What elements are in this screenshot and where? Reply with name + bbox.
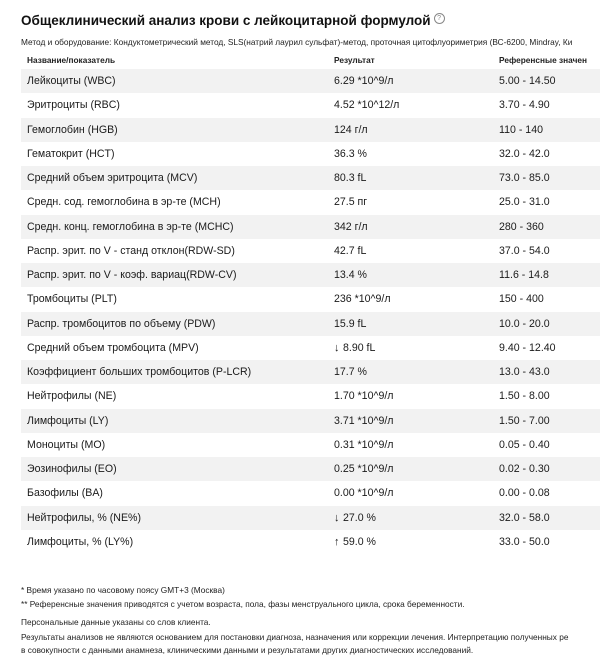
test-name: Средний объем эритроцита (MCV) <box>27 172 198 184</box>
result-value: 236 *10^9/л <box>334 293 391 306</box>
table-row <box>21 409 600 433</box>
table-row <box>21 93 600 117</box>
test-result <box>334 245 366 257</box>
test-name: Средн. конц. гемоглобина в эр-те (MCHC) <box>27 220 234 233</box>
table-row <box>21 69 600 93</box>
title-text: Общеклинический анализ крови с лейкоцитарной формулой <box>21 13 431 28</box>
reference-range: 5.00 - 14.50 <box>499 75 556 87</box>
reference-range: 37.0 - 54.0 <box>499 244 550 257</box>
reference-range: 0.00 - 0.08 <box>499 487 550 500</box>
test-result <box>334 415 393 427</box>
reference-range: 9.40 - 12.40 <box>499 341 556 354</box>
result-value: 4.52 *10^12/л <box>334 99 400 112</box>
table-body <box>21 69 600 554</box>
disclaimer-note: Результаты анализов не являются основанием для постановки диагноза, назначения или коррекции лечения. Интерпретацию полученных ре <box>21 632 569 642</box>
column-header-result: Результат <box>334 55 375 65</box>
result-value: 8.90 fL <box>343 341 376 354</box>
test-result <box>334 463 393 475</box>
disclaimer-note-continued: в совокупности с данными анамнеза, клиническими данными и результатами других диагностических исследований. <box>21 645 474 655</box>
reference-range: 13.0 - 43.0 <box>499 366 550 378</box>
test-name: Гематокрит (HCT) <box>27 147 115 160</box>
reference-range: 25.0 - 31.0 <box>499 196 550 209</box>
result-value: 42.7 fL <box>334 244 367 257</box>
test-result <box>334 196 367 208</box>
result-value: 0.00 *10^9/л <box>334 487 394 500</box>
reference-range: 0.02 - 0.30 <box>499 463 550 475</box>
result-value: 13.4 % <box>334 269 367 281</box>
table-header <box>21 51 600 69</box>
test-name: Моноциты (MO) <box>27 438 106 451</box>
timezone-note: * Время указано по часовому поясу GMT+3 (Москва) <box>21 585 225 595</box>
test-name: Лимфоциты (LY) <box>27 414 109 427</box>
page-title <box>21 13 445 28</box>
table-row <box>21 433 600 457</box>
reference-range: 150 - 400 <box>499 293 544 306</box>
test-result <box>334 439 393 451</box>
result-value: 17.7 % <box>334 366 367 378</box>
result-value: 0.25 *10^9/л <box>334 463 394 475</box>
reference-range: 3.70 - 4.90 <box>499 99 550 112</box>
table-row <box>21 384 600 408</box>
reference-range: 280 - 360 <box>499 220 544 233</box>
reference-range: 33.0 - 50.0 <box>499 535 550 548</box>
test-result <box>334 318 366 330</box>
test-name: Средн. сод. гемоглобина в эр-те (MCH) <box>27 196 221 209</box>
result-value: 27.5 пг <box>334 196 368 209</box>
table-row <box>21 336 600 360</box>
test-name: Средний объем тромбоцита (MPV) <box>27 341 199 354</box>
test-name: Лимфоциты, % (LY%) <box>27 535 134 548</box>
arrow-up-icon: ↑ <box>334 535 340 548</box>
table-row <box>21 239 600 263</box>
reference-range: 32.0 - 42.0 <box>499 147 550 160</box>
result-value: 342 г/л <box>334 220 368 233</box>
table-row <box>21 142 600 166</box>
reference-range: 0.05 - 0.40 <box>499 438 550 451</box>
reference-range: 110 - 140 <box>499 123 543 136</box>
test-result <box>334 221 368 233</box>
table-row <box>21 166 600 190</box>
test-name: Распр. эрит. по V - коэф. вариац(RDW-CV) <box>27 269 237 281</box>
reference-range: 1.50 - 7.00 <box>499 414 550 427</box>
test-result <box>334 269 367 281</box>
test-result <box>334 512 376 524</box>
test-name: Тромбоциты (PLT) <box>27 293 117 306</box>
result-value: 15.9 fL <box>334 317 367 330</box>
table-row <box>21 190 600 214</box>
table-row <box>21 312 600 336</box>
result-value: 1.70 *10^9/л <box>334 390 394 403</box>
results-table <box>21 51 600 554</box>
reference-note: ** Референсные значения приводятся с учетом возраста, пола, фазы менструального цикла, срока беременности. <box>21 599 465 609</box>
test-name: Эритроциты (RBC) <box>27 99 120 112</box>
test-result <box>334 487 393 499</box>
test-result <box>334 172 366 184</box>
table-row <box>21 263 600 287</box>
result-value: 6.29 *10^9/л <box>334 75 394 87</box>
table-row <box>21 215 600 239</box>
test-result <box>334 536 376 548</box>
help-icon[interactable]: ? <box>434 13 445 24</box>
table-row <box>21 360 600 384</box>
reference-range: 11.6 - 14.8 <box>499 269 549 281</box>
column-header-name: Название/показатель <box>27 55 116 65</box>
arrow-down-icon: ↓ <box>334 511 340 524</box>
personal-data-note: Персональные данные указаны со слов клиента. <box>21 617 211 627</box>
result-value: 80.3 fL <box>334 172 367 184</box>
method-description: Метод и оборудование: Кондуктометрический метод, SLS(натрий лаурил сульфат)-метод, проточная цитофлуориметрия (ВС-6200, Mindray, Ки <box>21 37 573 47</box>
test-name: Распр. эрит. по V - станд отклон(RDW-SD) <box>27 244 235 257</box>
arrow-down-icon: ↓ <box>334 341 340 354</box>
test-name: Базофилы (BA) <box>27 487 103 500</box>
table-row <box>21 506 600 530</box>
table-row <box>21 481 600 505</box>
result-value: 36.3 % <box>334 147 367 160</box>
result-value: 3.71 *10^9/л <box>334 414 394 427</box>
test-result <box>334 75 393 87</box>
test-result <box>334 124 368 136</box>
table-row <box>21 118 600 142</box>
test-name: Нейтрофилы (NE) <box>27 390 117 403</box>
test-name: Распр. тромбоцитов по объему (PDW) <box>27 317 216 330</box>
test-name: Лейкоциты (WBC) <box>27 75 116 87</box>
reference-range: 73.0 - 85.0 <box>499 172 550 184</box>
reference-range: 1.50 - 8.00 <box>499 390 550 403</box>
test-result <box>334 99 399 111</box>
test-result <box>334 390 393 402</box>
test-result <box>334 366 367 378</box>
table-row <box>21 287 600 311</box>
column-header-reference: Референсные значен <box>499 55 588 65</box>
test-result <box>334 293 391 305</box>
test-name: Эозинофилы (EO) <box>27 463 117 475</box>
test-name: Гемоглобин (HGB) <box>27 123 118 136</box>
result-value: 0.31 *10^9/л <box>334 438 394 451</box>
test-name: Нейтрофилы, % (NE%) <box>27 511 141 524</box>
test-name: Коэффициент больших тромбоцитов (P-LCR) <box>27 366 252 378</box>
reference-range: 32.0 - 58.0 <box>499 511 550 524</box>
result-value: 27.0 % <box>343 511 376 524</box>
table-row <box>21 457 600 481</box>
table-row <box>21 530 600 554</box>
test-result <box>334 342 375 354</box>
result-value: 124 г/л <box>334 123 368 136</box>
test-result <box>334 148 367 160</box>
reference-range: 10.0 - 20.0 <box>499 317 550 330</box>
result-value: 59.0 % <box>343 535 376 548</box>
